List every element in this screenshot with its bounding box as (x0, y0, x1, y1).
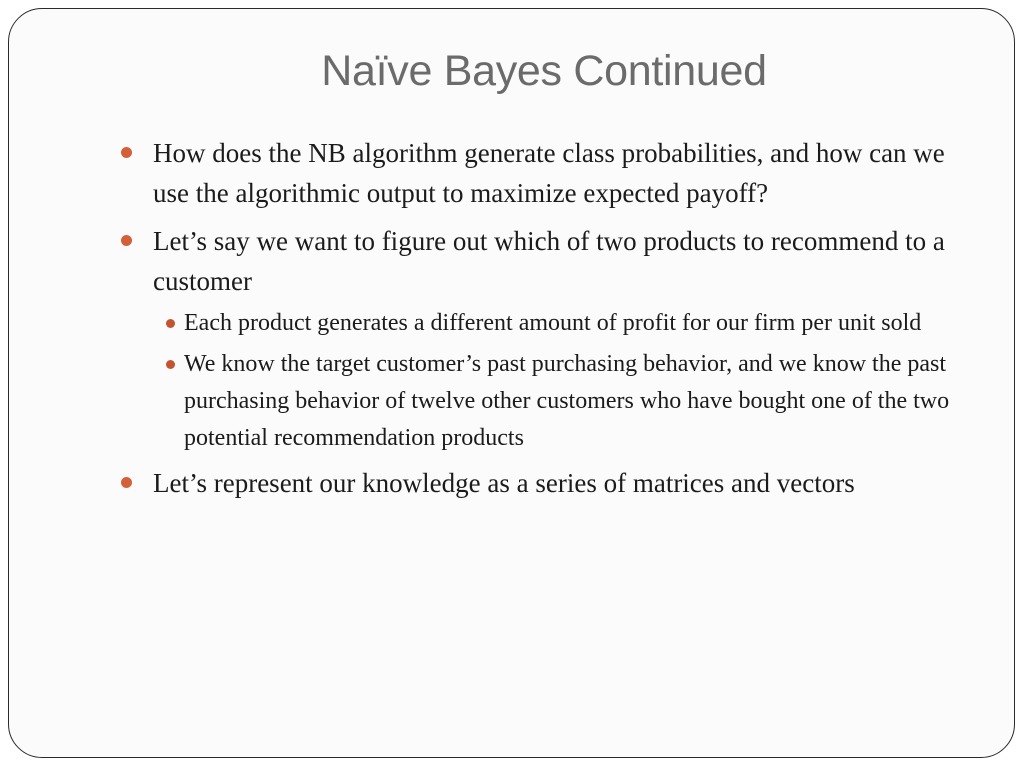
bullet-dot-icon (121, 235, 132, 246)
bullet-item (121, 133, 981, 213)
sub-bullet-item (153, 346, 981, 457)
bullet-text: Let’s say we want to figure out which of two products to recommend to a customer (153, 226, 945, 296)
bullet-dot-icon (121, 477, 132, 488)
slide-frame (8, 8, 1015, 758)
bullet-dot-icon (121, 147, 132, 158)
sub-bullet-text: Each product generates a different amount of profit for our firm per unit sold (184, 310, 922, 336)
bullet-text: Let’s represent our knowledge as a series of matrices and vectors (153, 468, 855, 498)
sub-bullet-item (153, 305, 981, 342)
slide-title: Naïve Bayes Continued (321, 47, 767, 95)
slide-body (121, 133, 981, 511)
bullet-item (121, 463, 981, 503)
sub-bullet-text: We know the target customer’s past purchasing behavior, and we know the past purchasing behavior of twelve other customers who have bought one of the two potential recommendation products (184, 351, 950, 451)
sub-bullet-dot-icon (166, 360, 175, 369)
sub-bullet-list (121, 305, 981, 457)
bullet-text: How does the NB algorithm generate class probabilities, and how can we use the algorithmic output to maximize expected payoff? (153, 138, 945, 208)
sub-bullet-dot-icon (166, 319, 175, 328)
bullet-item (121, 221, 981, 301)
